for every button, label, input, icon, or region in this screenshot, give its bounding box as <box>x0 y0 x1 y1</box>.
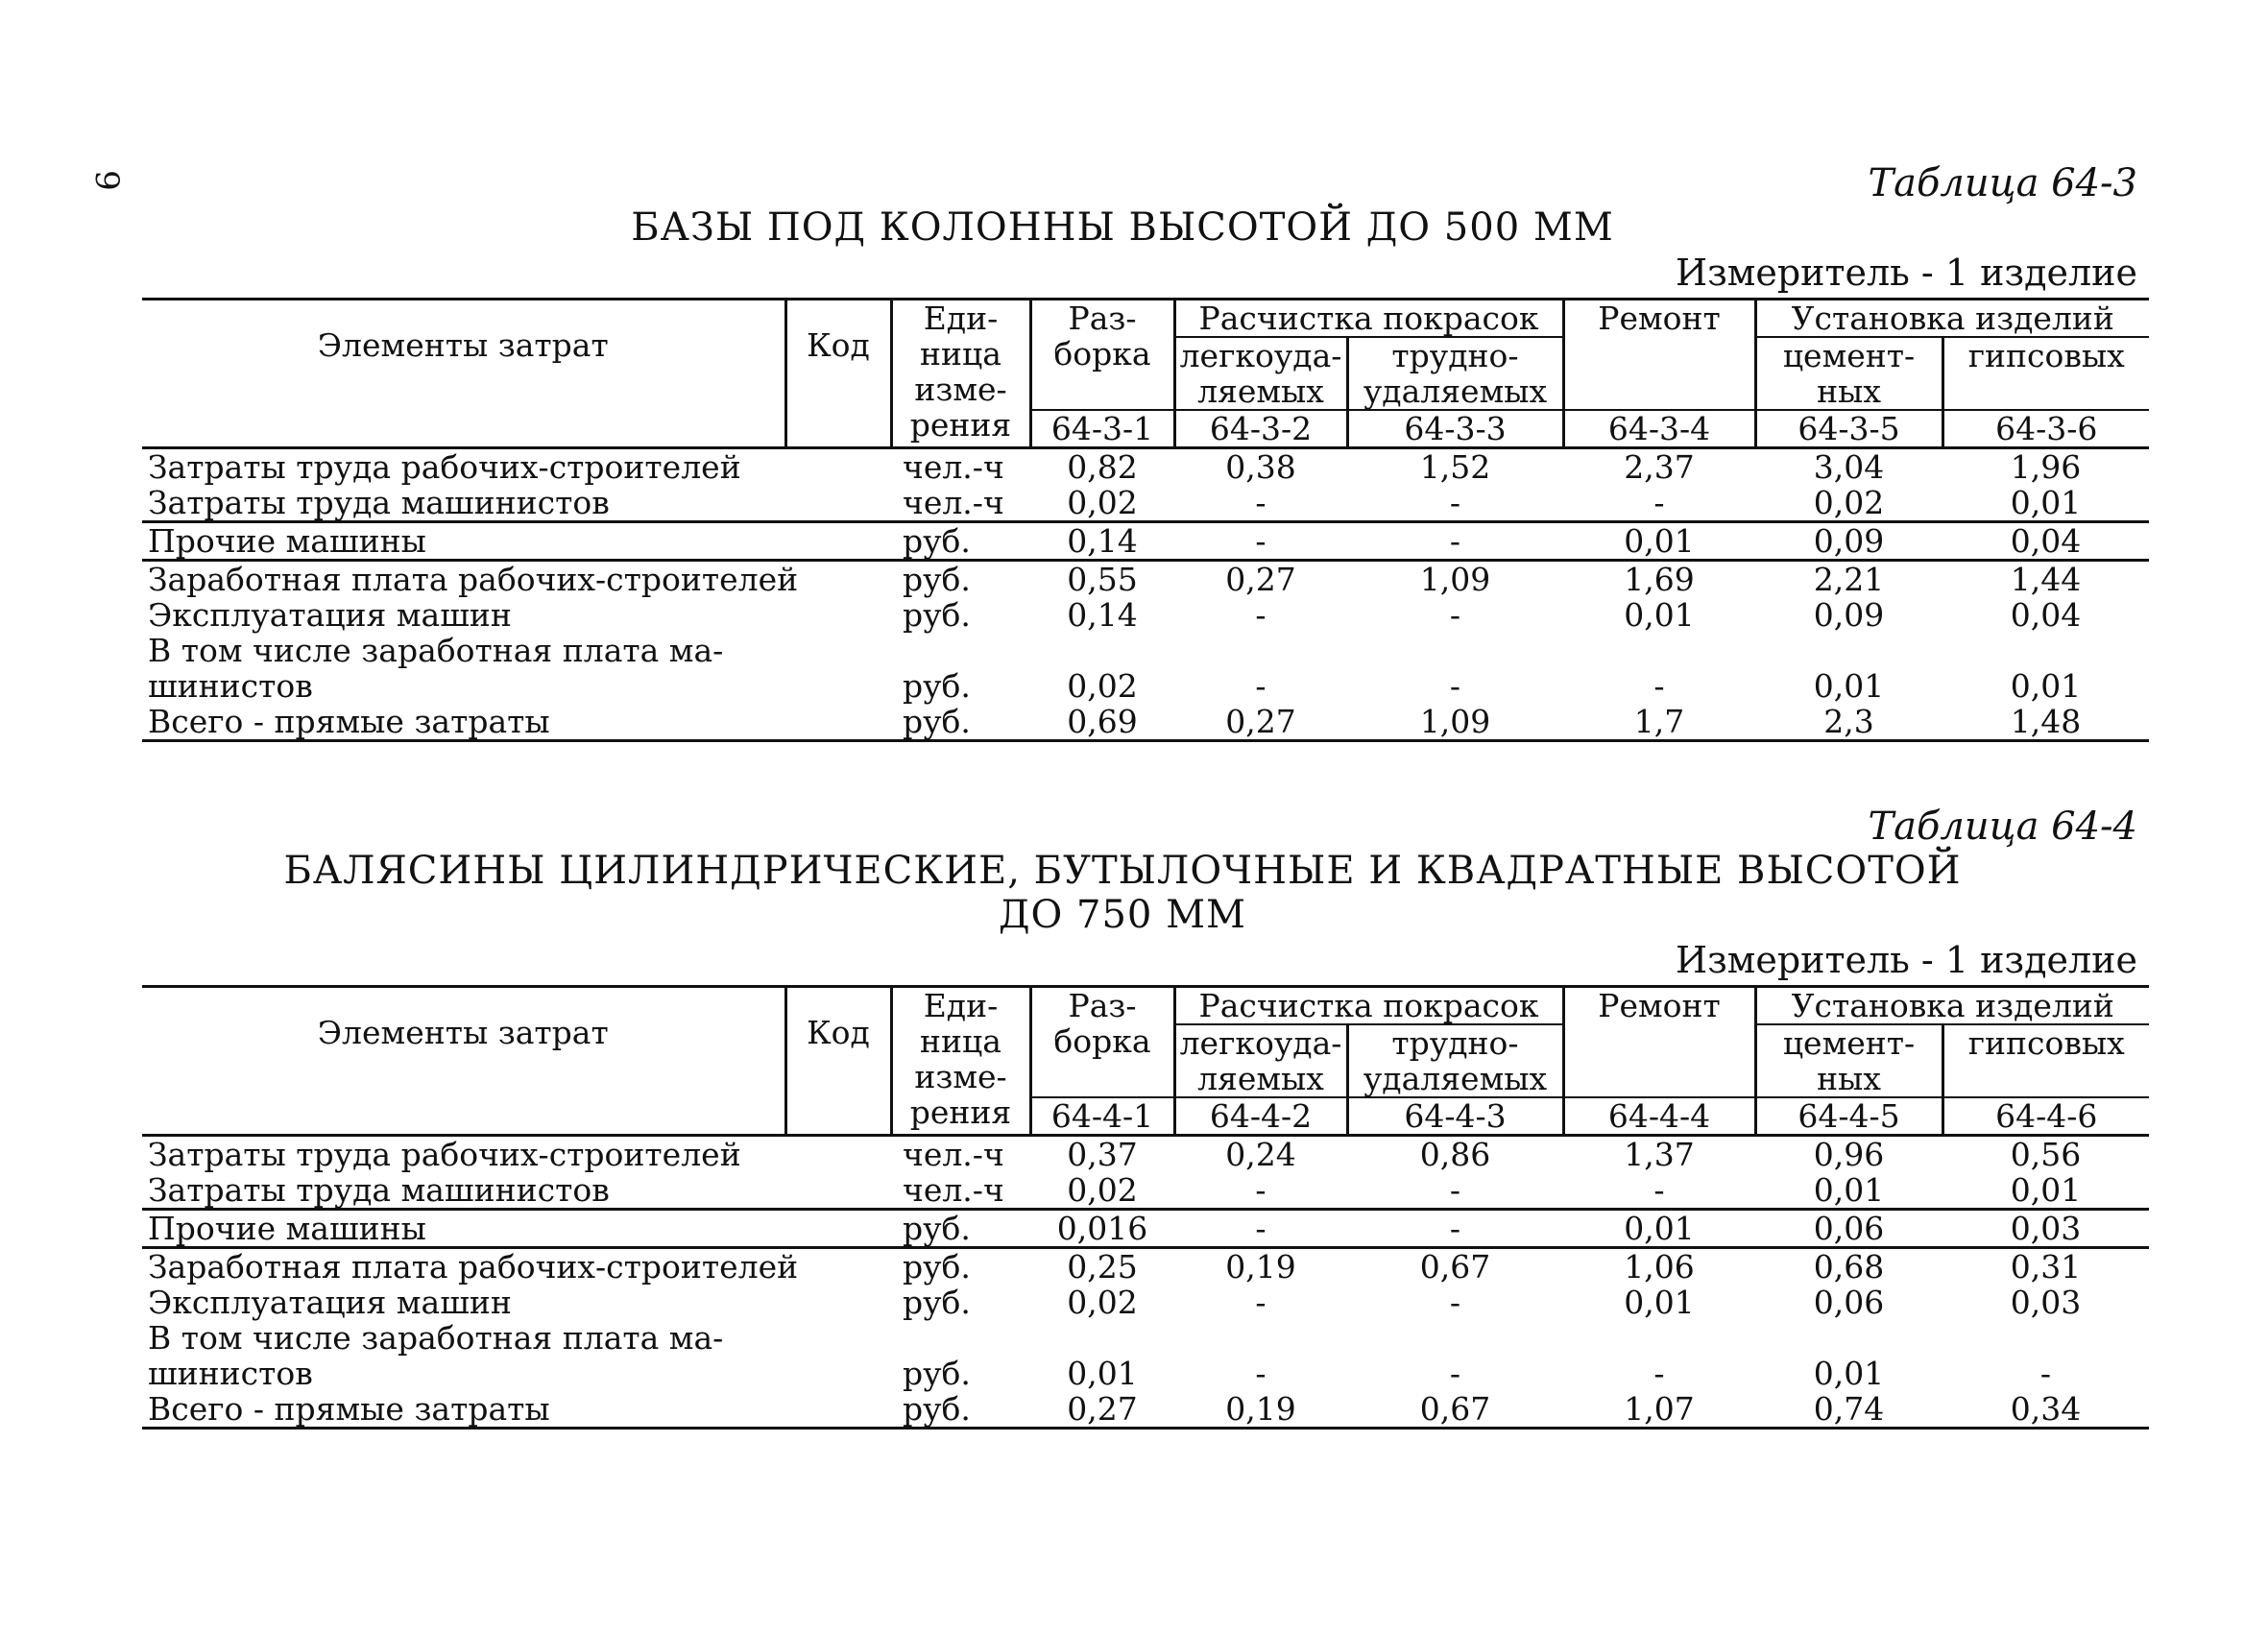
cell-value: 0,68 <box>1813 1248 1885 1286</box>
cell-value: 0,03 <box>2010 1284 2082 1321</box>
cell-value: 0,01 <box>1067 1355 1138 1392</box>
cell-value: 0,01 <box>2010 667 2082 705</box>
cell-value: 0,09 <box>1813 596 1885 634</box>
row-unit: руб. <box>903 596 971 634</box>
cell-value: 0,06 <box>1813 1284 1885 1321</box>
header-unit: Еди- ница изме- рения <box>891 300 1030 448</box>
column-code: 64-3-2 <box>1174 410 1347 448</box>
cell-value: 1,96 <box>2010 448 2082 486</box>
cell-value: - <box>1255 596 1267 634</box>
cell-value: 0,01 <box>1813 667 1885 705</box>
cell-value: 0,01 <box>1624 596 1695 634</box>
cell-value: 0,016 <box>1030 1210 1174 1248</box>
row-name: Затраты труда машинистов <box>142 485 891 522</box>
header-cement: цемент- ных <box>1755 1024 1942 1097</box>
row-unit: руб. <box>903 1248 971 1286</box>
cell-value: 1,48 <box>1942 704 2149 741</box>
row-name: Затраты труда рабочих-строителей <box>148 448 741 486</box>
cell-value: 1,52 <box>1419 448 1491 486</box>
table-row <box>142 1248 2149 1286</box>
cell-value: 0,02 <box>1067 667 1138 705</box>
column-code: 64-3-6 <box>1942 410 2149 448</box>
cell-value: 0,27 <box>1030 1391 1174 1429</box>
cell-value: 1,09 <box>1347 704 1563 741</box>
cell-value: 1,44 <box>2010 561 2082 598</box>
row-unit: руб. <box>891 704 1030 741</box>
header-hard: трудно- удаляемых <box>1347 337 1563 410</box>
header-hard: трудно- удаляемых <box>1347 1024 1563 1097</box>
cell-value: 0,14 <box>1030 522 1174 561</box>
row-name: Заработная плата рабочих-строителей <box>148 561 799 598</box>
cell-value: 0,38 <box>1225 448 1296 486</box>
table-row <box>142 1391 2149 1429</box>
table-row <box>142 1285 2149 1320</box>
header-paint-cleaning: Расчистка покрасок <box>1174 300 1563 338</box>
row-unit: чел.-ч <box>903 1136 1004 1173</box>
header-elements: Элементы затрат <box>142 300 785 448</box>
table-label: Таблица 64-4 <box>1868 805 2137 849</box>
page-number: 9 <box>86 170 126 191</box>
column-code: 64-4-6 <box>1942 1097 2149 1136</box>
header-cement: цемент- ных <box>1755 337 1942 410</box>
cell-value: 0,02 <box>1067 1284 1138 1321</box>
header-gypsum: гипсовых <box>1942 337 2149 410</box>
header-gypsum: гипсовых <box>1942 1024 2149 1097</box>
column-code: 64-4-1 <box>1030 1097 1174 1136</box>
column-code: 64-3-4 <box>1563 410 1755 448</box>
cell-value: - <box>1449 667 1461 705</box>
header-code: Код <box>785 300 891 448</box>
cell-value: 0,56 <box>2010 1136 2082 1173</box>
cell-value: 2,3 <box>1755 704 1942 741</box>
cell-value: 0,04 <box>1942 522 2149 561</box>
cell-value: 0,37 <box>1067 1136 1138 1173</box>
header-easy: легкоуда- ляемых <box>1174 1024 1347 1097</box>
header-elements: Элементы затрат <box>142 987 785 1136</box>
row-name: Всего - прямые затраты <box>142 1391 891 1429</box>
row-unit: руб. <box>903 667 971 705</box>
row-name: Прочие машины <box>142 1210 891 1248</box>
column-code: 64-4-5 <box>1755 1097 1942 1136</box>
cell-value: 0,25 <box>1067 1248 1138 1286</box>
cell-value: - <box>1653 667 1665 705</box>
row-name: Эксплуатация машин <box>148 1284 512 1321</box>
table-row <box>142 1136 2149 1173</box>
table-row <box>142 522 2149 561</box>
header-disassembly: Раз- борка <box>1030 987 1174 1098</box>
cell-value: 0,82 <box>1067 448 1138 486</box>
cell-value: 0,02 <box>1030 485 1174 522</box>
cell-value: 0,96 <box>1813 1136 1885 1173</box>
cell-value: 0,24 <box>1225 1136 1296 1173</box>
column-code: 64-3-1 <box>1030 410 1174 448</box>
row-unit: руб. <box>903 1284 971 1321</box>
row-unit: руб. <box>891 1391 1030 1429</box>
cell-value: - <box>1347 1210 1563 1248</box>
header-code: Код <box>785 987 891 1136</box>
cell-value: - <box>1174 485 1347 522</box>
cell-value: 0,27 <box>1225 561 1296 598</box>
table-row <box>142 1172 2149 1210</box>
row-unit: чел.-ч <box>903 448 1004 486</box>
cell-value: 0,02 <box>1755 485 1942 522</box>
row-unit: руб. <box>891 1210 1030 1248</box>
row-name: Прочие машины <box>142 522 891 561</box>
header-unit: Еди- ница изме- рения <box>891 987 1030 1136</box>
row-name: Всего - прямые затраты <box>142 704 891 741</box>
table-row <box>142 704 2149 741</box>
cell-value: 0,31 <box>2010 1248 2082 1286</box>
cell-value: 0,01 <box>1942 1172 2149 1210</box>
table-row <box>142 633 2149 704</box>
cell-value: - <box>1255 1355 1267 1392</box>
header-disassembly: Раз- борка <box>1030 300 1174 411</box>
row-unit: руб. <box>903 561 971 598</box>
column-code: 64-4-2 <box>1174 1097 1347 1136</box>
table-title: БАЗЫ ПОД КОЛОННЫ ВЫСОТОЙ ДО 500 ММ <box>631 205 1614 250</box>
cell-value: - <box>2039 1355 2052 1392</box>
column-code: 64-4-3 <box>1347 1097 1563 1136</box>
cost-table <box>142 985 2149 1430</box>
row-name: Заработная плата рабочих-строителей <box>148 1248 799 1286</box>
cell-value: 0,55 <box>1067 561 1138 598</box>
row-unit: руб. <box>891 522 1030 561</box>
cell-value: 0,01 <box>1942 485 2149 522</box>
table-body <box>142 448 2149 741</box>
cell-value: 0,04 <box>2010 596 2082 634</box>
table-row <box>142 597 2149 633</box>
cell-value: 0,14 <box>1067 596 1138 634</box>
cell-value: 0,01 <box>1624 1284 1695 1321</box>
table-section-64-3 <box>142 161 2149 742</box>
table-row <box>142 1210 2149 1248</box>
unit-note: Измеритель - 1 изделие <box>1675 939 2137 981</box>
header-easy: легкоуда- ляемых <box>1174 337 1347 410</box>
cell-value: 0,69 <box>1030 704 1174 741</box>
cell-value: 0,03 <box>1942 1210 2149 1248</box>
row-name: В том числе заработная плата ма- шинистов <box>148 632 724 705</box>
cell-value: 0,34 <box>1942 1391 2149 1429</box>
cell-value: 0,27 <box>1174 704 1347 741</box>
cell-value: - <box>1174 522 1347 561</box>
cell-value: - <box>1347 522 1563 561</box>
header-paint-cleaning: Расчистка покрасок <box>1174 987 1563 1025</box>
cell-value: - <box>1563 1172 1755 1210</box>
column-code: 64-3-5 <box>1755 410 1942 448</box>
cell-value: 0,86 <box>1419 1136 1491 1173</box>
table-row <box>142 485 2149 522</box>
cell-value: - <box>1255 1284 1267 1321</box>
cell-value: 0,01 <box>1563 1210 1755 1248</box>
cell-value: - <box>1449 596 1461 634</box>
cell-value: 1,06 <box>1624 1248 1695 1286</box>
table-label: Таблица 64-3 <box>1868 161 2137 205</box>
cell-value: 1,69 <box>1624 561 1695 598</box>
table-title: БАЛЯСИНЫ ЦИЛИНДРИЧЕСКИЕ, БУТЫЛОЧНЫЕ И КВАДРАТНЫЕ ВЫСОТОЙ <box>283 849 1962 893</box>
row-name: Эксплуатация машин <box>148 596 512 634</box>
cell-value: 2,21 <box>1813 561 1885 598</box>
row-name: В том числе заработная плата ма- шинистов <box>148 1319 724 1392</box>
row-name: Затраты труда рабочих-строителей <box>148 1136 741 1173</box>
column-code: 64-3-3 <box>1347 410 1563 448</box>
cell-value: - <box>1449 1355 1461 1392</box>
cell-value: 1,09 <box>1419 561 1491 598</box>
table-header <box>142 300 2149 448</box>
cell-value: - <box>1563 485 1755 522</box>
table-row <box>142 561 2149 598</box>
cell-value: 0,01 <box>1813 1355 1885 1392</box>
row-unit: руб. <box>903 1355 971 1392</box>
table-row <box>142 1320 2149 1391</box>
cell-value: 0,01 <box>1563 522 1755 561</box>
cell-value: 3,04 <box>1813 448 1885 486</box>
cell-value: - <box>1255 667 1267 705</box>
row-unit: чел.-ч <box>891 1172 1030 1210</box>
cell-value: - <box>1347 485 1563 522</box>
cell-value: - <box>1174 1210 1347 1248</box>
header-repair: Ремонт <box>1563 300 1755 411</box>
cell-value: - <box>1653 1355 1665 1392</box>
header-install: Установка изделий <box>1755 300 2149 338</box>
cell-value: 0,09 <box>1755 522 1942 561</box>
cell-value: 0,02 <box>1030 1172 1174 1210</box>
cell-value: 0,06 <box>1755 1210 1942 1248</box>
cell-value: 0,67 <box>1347 1391 1563 1429</box>
header-install: Установка изделий <box>1755 987 2149 1025</box>
header-repair: Ремонт <box>1563 987 1755 1098</box>
cell-value: 1,7 <box>1563 704 1755 741</box>
table-body <box>142 1136 2149 1429</box>
unit-note: Измеритель - 1 изделие <box>1675 252 2137 294</box>
row-unit: чел.-ч <box>891 485 1030 522</box>
column-code: 64-4-4 <box>1563 1097 1755 1136</box>
cell-value: 0,01 <box>1755 1172 1942 1210</box>
table-header <box>142 987 2149 1136</box>
cell-value: 0,19 <box>1225 1248 1296 1286</box>
row-name: Затраты труда машинистов <box>142 1172 891 1210</box>
cell-value: 1,07 <box>1563 1391 1755 1429</box>
table-title: ДО 750 ММ <box>998 893 1246 937</box>
cell-value: 0,67 <box>1419 1248 1491 1286</box>
cell-value: 0,74 <box>1755 1391 1942 1429</box>
cell-value: 1,37 <box>1624 1136 1695 1173</box>
cell-value: - <box>1174 1172 1347 1210</box>
cell-value: 2,37 <box>1624 448 1695 486</box>
cost-table <box>142 298 2149 742</box>
cell-value: - <box>1449 1284 1461 1321</box>
cell-value: - <box>1347 1172 1563 1210</box>
table-row <box>142 448 2149 486</box>
table-section-64-4 <box>142 805 2149 1430</box>
cell-value: 0,19 <box>1174 1391 1347 1429</box>
